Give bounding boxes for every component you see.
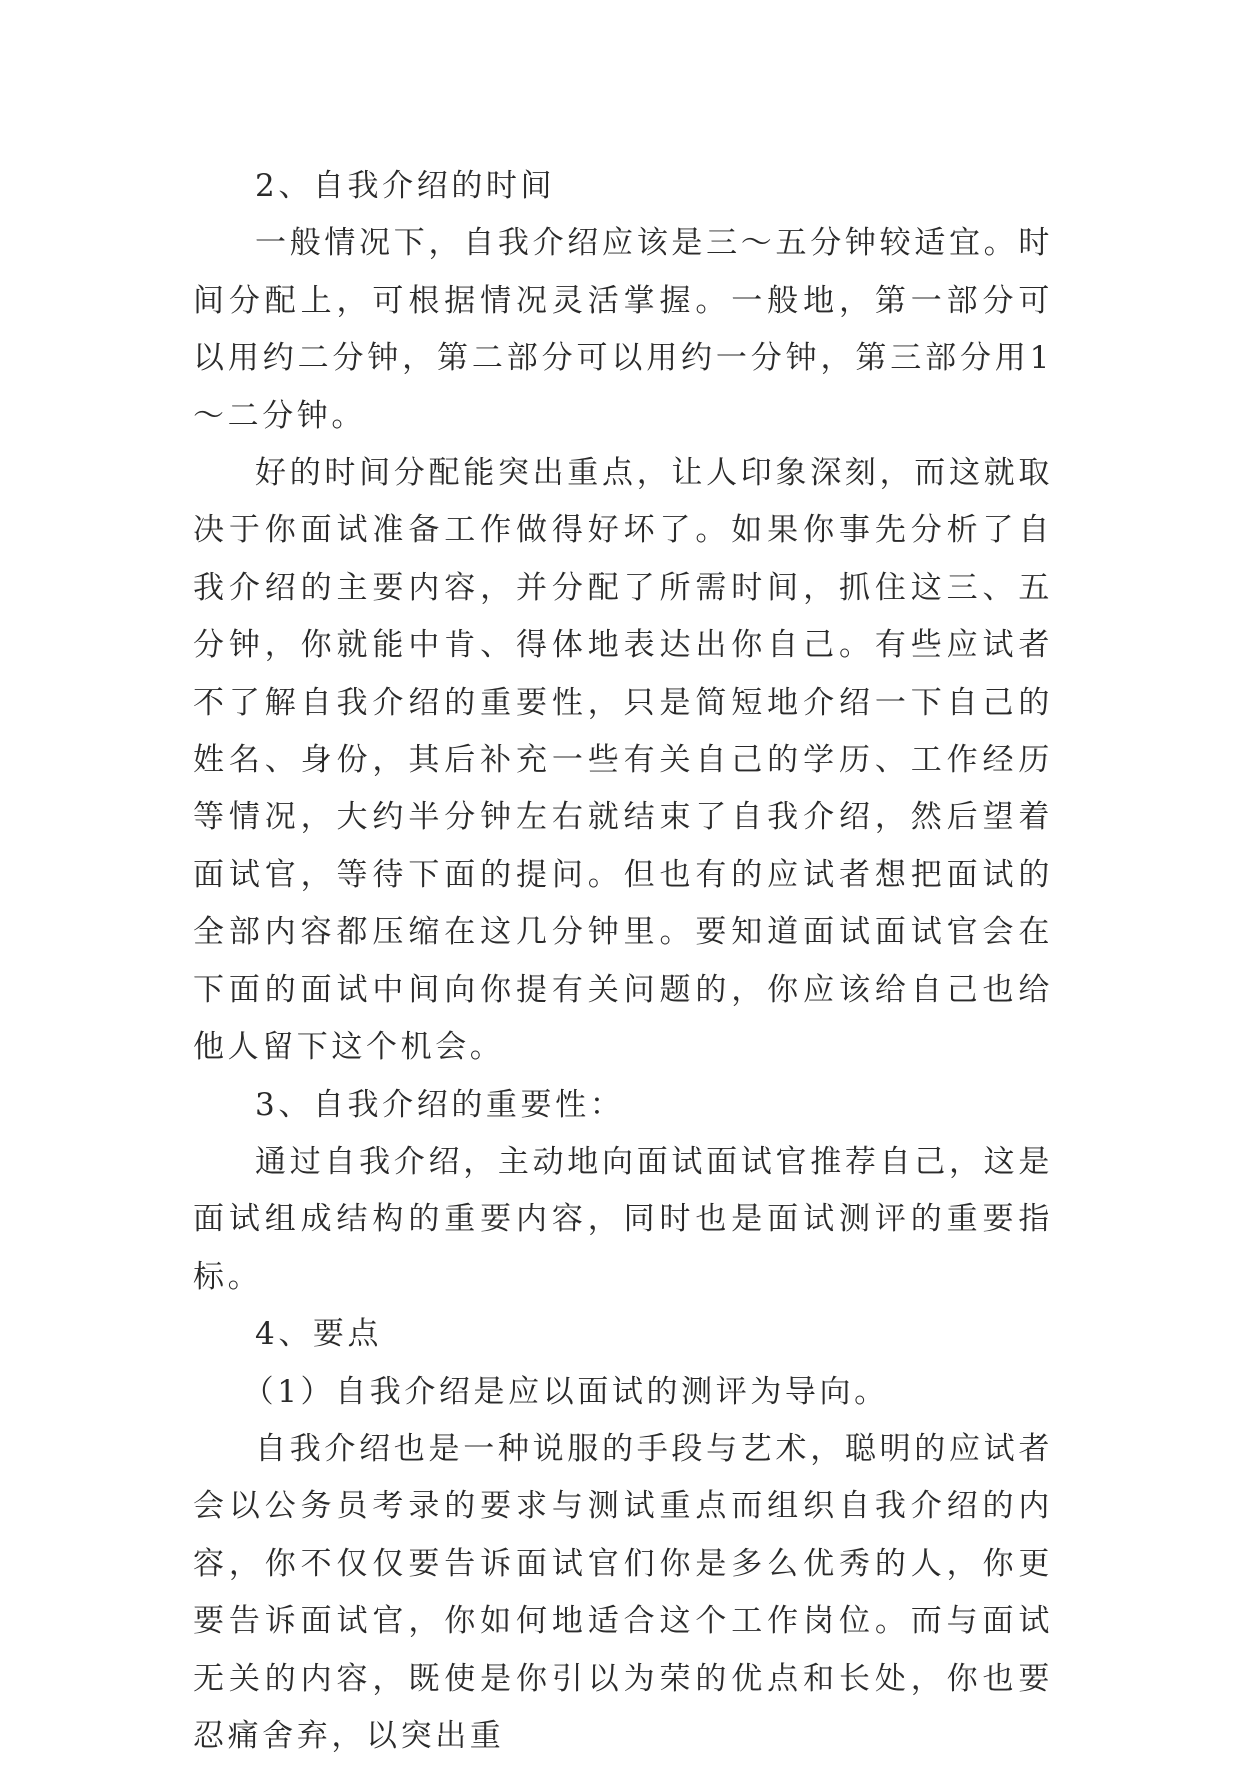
document-body [193,158,1053,1765]
paragraph-time-importance: 好的时间分配能突出重点，让人印象深刻，而这就取决于你面试准备工作做得好坏了。如果你事先分析了自我介绍的主要内容，并分配了所需时间，抓住这三、五分钟，你就能中肯、得体地表达出你自己。有些应试者不了解自我介绍的重要性，只是简短地介绍一下自己的姓名、身份，其后补充一些有关自己的学历、工作经历等情况，大约半分钟左右就结束了自我介绍，然后望着面试官，等待下面的提问。但也有的应试者想把面试的全部内容都压缩在这几分钟里。要知道面试面试官会在下面的面试中间向你提有关问题的，你应该给自己也给他人留下这个机会。 [193,455,1053,1066]
paragraph-importance: 通过自我介绍，主动地向面试面试官推荐自己，这是面试组成结构的重要内容，同时也是面试测评的重要指标。 [193,1143,1053,1295]
section-heading-key-points: 4、要点 [255,1316,383,1353]
paragraph-time-allocation: 一般情况下，自我介绍应该是三～五分钟较适宜。时间分配上，可根据情况灵活掌握。一般地，第一部分可以用约二分钟，第二部分可以用约一分钟，第三部分用1～二分钟。 [193,225,1053,434]
section-heading-importance: 3、自我介绍的重要性： [255,1086,625,1123]
section-heading-time: 2、自我介绍的时间 [255,168,556,204]
paragraph-key-point-1: 自我介绍也是一种说服的手段与艺术，聪明的应试者会以公务员考录的要求与测试重点而组织自我介绍的内容，你不仅仅要告诉面试官们你是多么优秀的人，你更要告诉面试官，你如何地适合这个工作岗位。而与面试无关的内容，既使是你引以为荣的优点和长处，你也要忍痛舍弃，以突出重 [193,1430,1053,1754]
key-point-1: （1）自我介绍是应以面试的测评为导向。 [242,1373,889,1410]
